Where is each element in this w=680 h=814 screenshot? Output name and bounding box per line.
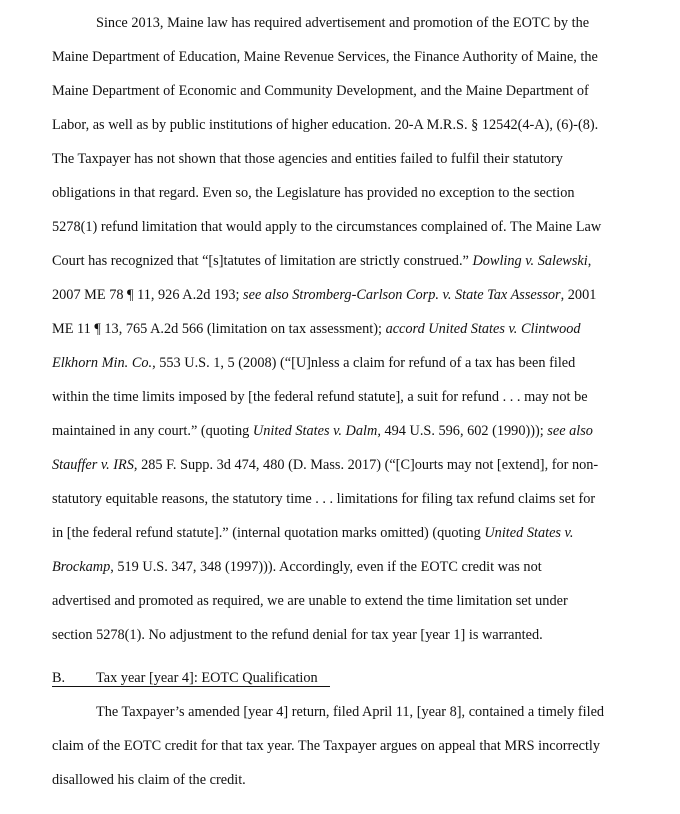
paragraph-line: Since 2013, Maine law has required advertisement and promotion of the EOTC by the: [96, 15, 590, 31]
paragraph-line: disallowed his claim of the credit.: [52, 772, 246, 788]
paragraph-line: maintained in any court.” (quoting United States v. Dalm, 494 U.S. 596, 602 (1990))); see also: [52, 423, 593, 439]
paragraph-line: 5278(1) refund limitation that would apply to the circumstances complained of. The Maine Law: [52, 219, 602, 235]
section-letter: B.: [52, 670, 66, 686]
paragraph-line: The Taxpayer has not shown that those agencies and entities failed to fulfil their statutory: [52, 151, 563, 167]
paragraph-line: advertised and promoted as required, we are unable to extend the time limitation set under: [52, 593, 568, 609]
paragraph-line: section 5278(1). No adjustment to the refund denial for tax year [year 1] is warranted.: [52, 627, 543, 643]
case-citation: Dowling v. Salewski: [472, 253, 588, 269]
paragraph-line: Elkhorn Min. Co., 553 U.S. 1, 5 (2008) (“[U]nless a claim for refund of a tax has been filed: [52, 355, 576, 371]
paragraph-line: statutory equitable reasons, the statutory time . . . limitations for filing tax refund claims set for: [52, 491, 596, 507]
case-citation: see also: [547, 423, 593, 439]
paragraph-line: Stauffer v. IRS, 285 F. Supp. 3d 474, 480 (D. Mass. 2017) (“[C]ourts may not [extend], for non-: [52, 457, 599, 473]
case-citation: United States v. Dalm,: [252, 423, 381, 439]
heading-underline: [52, 686, 330, 687]
paragraph-line: 2007 ME 78 ¶ 11, 926 A.2d 193; see also Stromberg-Carlson Corp. v. State Tax Assessor, 2001: [52, 287, 597, 303]
case-citation: accord United States v. Clintwood: [385, 321, 581, 337]
paragraph-line: claim of the EOTC credit for that tax year. The Taxpayer argues on appeal that MRS incorrectly: [52, 738, 601, 754]
paragraph-line: The Taxpayer’s amended [year 4] return, filed April 11, [year 8], contained a timely filed: [96, 704, 605, 720]
paragraph-line: within the time limits imposed by [the federal refund statute], a suit for refund . . . may not be: [52, 389, 588, 405]
paragraph-line: in [the federal refund statute].” (internal quotation marks omitted) (quoting United States v.: [52, 525, 574, 541]
paragraph-line: Maine Department of Economic and Community Development, and the Maine Department of: [52, 83, 589, 99]
case-citation: Stauffer v. IRS: [52, 457, 134, 473]
section-heading: [52, 669, 330, 687]
paragraph-line: Maine Department of Education, Maine Revenue Services, the Finance Authority of Maine, the: [52, 49, 598, 65]
paragraph-line: Brockamp, 519 U.S. 347, 348 (1997))). Accordingly, even if the EOTC credit was not: [52, 559, 542, 575]
paragraph-line: ME 11 ¶ 13, 765 A.2d 566 (limitation on tax assessment); accord United States v. Clintwood: [52, 321, 581, 337]
paragraph-line: Court has recognized that “[s]tatutes of limitation are strictly construed.” Dowling v. Salewski,: [52, 253, 592, 269]
case-citation: United States v.: [484, 525, 574, 541]
paragraph-line: obligations in that regard. Even so, the Legislature has provided no exception to the section: [52, 185, 575, 201]
case-citation: Brockamp: [52, 559, 111, 575]
paragraph-line: Labor, as well as by public institutions of higher education. 20-A M.R.S. § 12542(4-A), (6)-(8).: [52, 117, 599, 133]
section-title: Tax year [year 4]: EOTC Qualification: [96, 670, 318, 686]
case-citation: see also Stromberg-Carlson Corp. v. State Tax Assessor: [243, 287, 561, 303]
case-citation: Elkhorn Min. Co.,: [52, 355, 156, 371]
